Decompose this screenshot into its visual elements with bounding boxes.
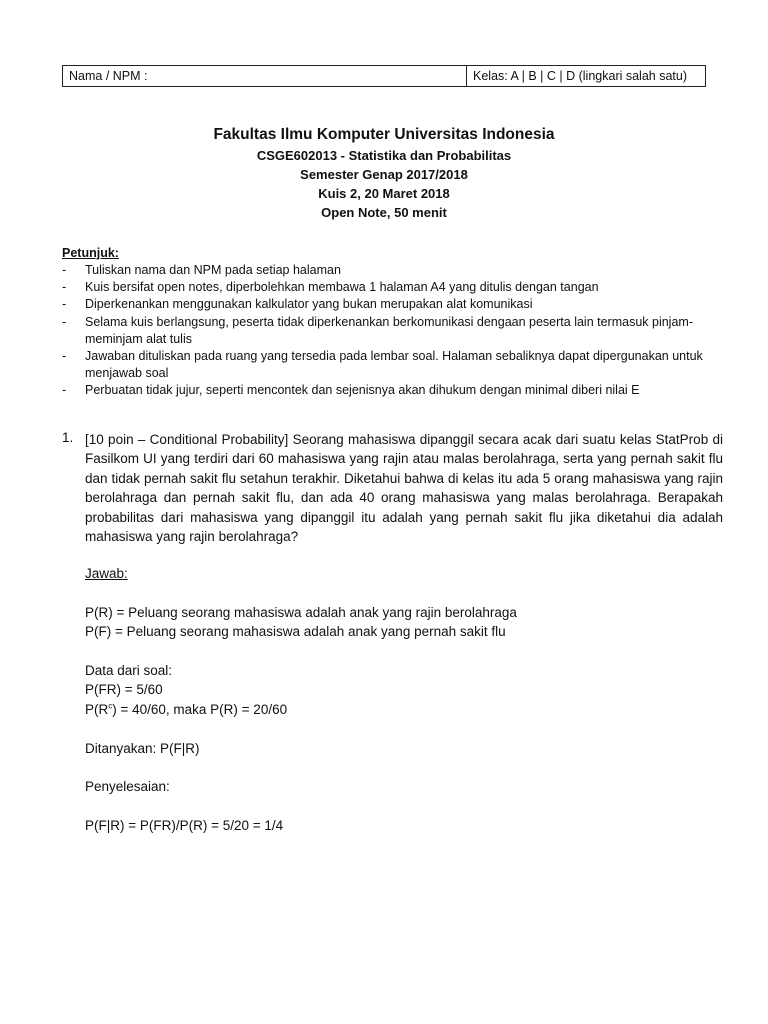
class-label: Kelas: A | B | C | D (lingkari salah satu) (473, 69, 687, 83)
instructions-heading: Petunjuk: (62, 246, 119, 260)
bullet-dash: - (62, 314, 67, 329)
instruction-text: Selama kuis berlangsung, peserta tidak diperkenankan berkomunikasi dengaan peserta lain termasuk pinjam-meminjam alat tulis (85, 314, 693, 346)
instruction-text: Kuis bersifat open notes, diperbolehkan membawa 1 halaman A4 yang ditulis dengan tangan (85, 280, 599, 295)
semester-title: Semester Genap 2017/2018 (300, 167, 468, 182)
bullet-dash: - (62, 263, 67, 277)
instruction-text: Perbuatan tidak jujur, seperti mencontek dan sejenisnya akan dihukum dengan minimal diberi nilai E (85, 383, 640, 398)
definition-f: P(F) = Peluang seorang mahasiswa adalah anak yang pernah sakit flu (85, 624, 506, 640)
data-fr: P(FR) = 5/60 (85, 682, 163, 698)
instruction-item (62, 296, 712, 313)
instruction-item (62, 314, 712, 348)
exam-title-block (0, 124, 768, 222)
instruction-item (62, 348, 712, 382)
answer-section (85, 564, 705, 836)
instruction-item (62, 262, 712, 279)
definition-r: P(R) = Peluang seorang mahasiswa adalah anak yang rajin berolahraga (85, 604, 517, 620)
asked-line: Ditanyakan: P(F|R) (85, 740, 200, 756)
bullet-dash: - (62, 280, 67, 295)
instructions-list (62, 262, 712, 400)
instruction-text: Tuliskan nama dan NPM pada setiap halaman (85, 263, 341, 277)
instruction-text: Diperkenankan menggunakan kalkulator yang bukan merupakan alat komunikasi (85, 297, 533, 312)
name-npm-label: Nama / NPM : (69, 69, 148, 83)
data-r-complement (85, 700, 705, 719)
solution-heading: Penyelesaian: (85, 779, 170, 795)
instruction-item (62, 382, 712, 399)
solution-line: P(F|R) = P(FR)/P(R) = 5/20 = 1/4 (85, 818, 284, 834)
complement-superscript: c (108, 701, 113, 711)
question-number: 1. (62, 430, 74, 445)
quiz-title: Kuis 2, 20 Maret 2018 (318, 186, 450, 201)
mode-title: Open Note, 50 menit (321, 205, 447, 220)
data-rc-suffix: ) = 40/60, maka P(R) = 20/60 (112, 701, 288, 717)
data-rc-prefix: P(R (85, 701, 109, 717)
name-npm-field[interactable] (63, 66, 467, 86)
identity-table (62, 65, 706, 87)
instructions-section (62, 244, 712, 400)
question-1 (62, 430, 723, 546)
class-field[interactable] (467, 66, 705, 86)
question-text: [10 poin – Conditional Probability] Seorang mahasiswa dipanggil secara acak dari suatu kelas StatProb di Fasilkom UI yang terdiri dari 60 mahasiswa yang rajin atau malas berolahraga, serta yang pernah sakit flu dan tidak pernah sakit flu setahun terakhir. Diketahui bahwa di kelas itu ada 5 orang mahasiswa yang rajin berolahraga dan pernah sakit flu, dan ada 40 orang mahasiswa yang malas berolahraga. Berapakah probabilitas dari mahasiswa yang dipanggil itu adalah yang pernah sakit flu jika diketahui dia adalah mahasiswa yang rajin berolahraga? (85, 432, 723, 545)
faculty-title: Fakultas Ilmu Komputer Universitas Indonesia (213, 126, 555, 143)
instruction-text: Jawaban dituliskan pada ruang yang tersedia pada lembar soal. Halaman sebaliknya dapat dipergunakan untuk menjawab soal (85, 349, 703, 381)
answer-heading: Jawab: (85, 566, 128, 581)
data-heading: Data dari soal: (85, 663, 173, 678)
bullet-dash: - (62, 297, 67, 312)
course-title: CSGE602013 - Statistika dan Probabilitas (256, 148, 512, 163)
bullet-dash: - (62, 383, 67, 398)
bullet-dash: - (62, 349, 67, 364)
instruction-item (62, 279, 712, 296)
